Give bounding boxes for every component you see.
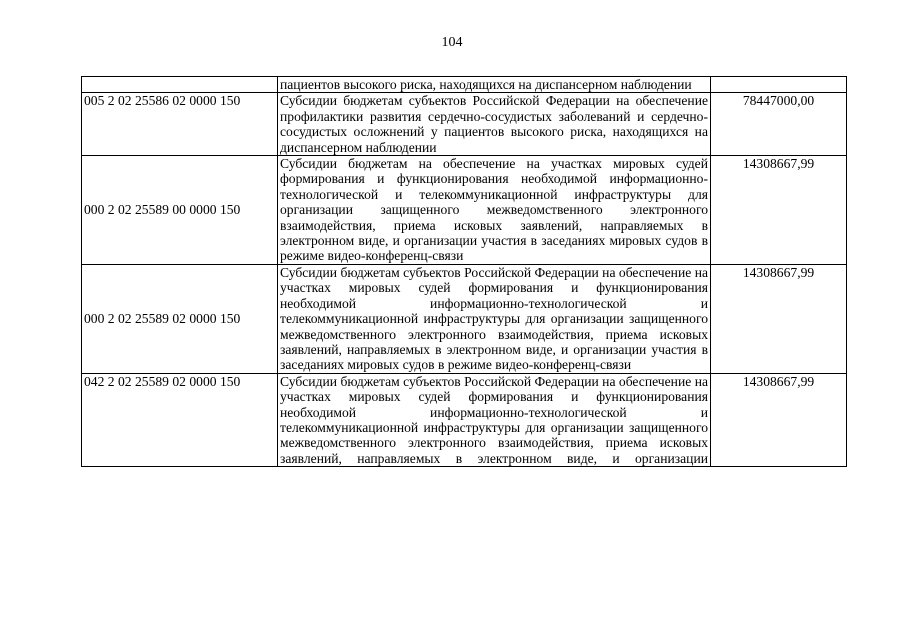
row-code	[82, 77, 278, 93]
table-row	[82, 156, 847, 265]
page-number: 104	[441, 35, 463, 50]
row-code: 000 2 02 25589 00 0000 150	[82, 156, 278, 265]
row-amount: 14308667,99	[711, 373, 847, 466]
row-code: 005 2 02 25586 02 0000 150	[82, 93, 278, 156]
budget-table	[81, 76, 847, 467]
row-amount: 14308667,99	[711, 156, 847, 265]
page-margin	[0, 583, 904, 639]
row-code: 042 2 02 25589 02 0000 150	[82, 373, 278, 466]
row-description: Субсидии бюджетам субъектов Российской Федерации на обеспечение на участках мировых судей формирования и функционирования необходимой информационно-технологической и телекоммуникационной инфраструктуры для организации защищенного межведомственного электронного взаимодействия, приема исковых заявлений, направляемых в электронном виде, и организации	[278, 373, 711, 466]
table-row	[82, 77, 847, 93]
table-row	[82, 264, 847, 373]
row-description: Субсидии бюджетам субъектов Российской Федерации на обеспечение профилактики развития сердечно-сосудистых заболеваний и сердечно-сосудистых осложнений у пациентов высокого риска, находящихся на диспансерном наблюдении	[278, 93, 711, 156]
row-description: пациентов высокого риска, находящихся на диспансерном наблюдении	[278, 77, 711, 93]
row-description: Субсидии бюджетам субъектов Российской Федерации на обеспечение на участках мировых судей формирования и функционирования необходимой информационно-технологической и телекоммуникационной инфраструктуры для организации защищенного межведомственного электронного взаимодействия, приема исковых заявлений, направляемых в электронном виде, и организации участия в заседаниях мировых судов в режиме видео-конференц-связи	[278, 264, 711, 373]
row-description: Субсидии бюджетам на обеспечение на участках мировых судей формирования и функционирования необходимой информационно-технологической и телекоммуникационной инфраструктуры для организации защищенного межведомственного электронного взаимодействия, приема исковых заявлений, направляемых в электронном виде, и организации участия в заседаниях мировых судов в режиме видео-конференц-связи	[278, 156, 711, 265]
row-amount	[711, 77, 847, 93]
row-amount: 78447000,00	[711, 93, 847, 156]
table-row	[82, 93, 847, 156]
row-amount: 14308667,99	[711, 264, 847, 373]
row-code: 000 2 02 25589 02 0000 150	[82, 264, 278, 373]
table-row	[82, 373, 847, 466]
